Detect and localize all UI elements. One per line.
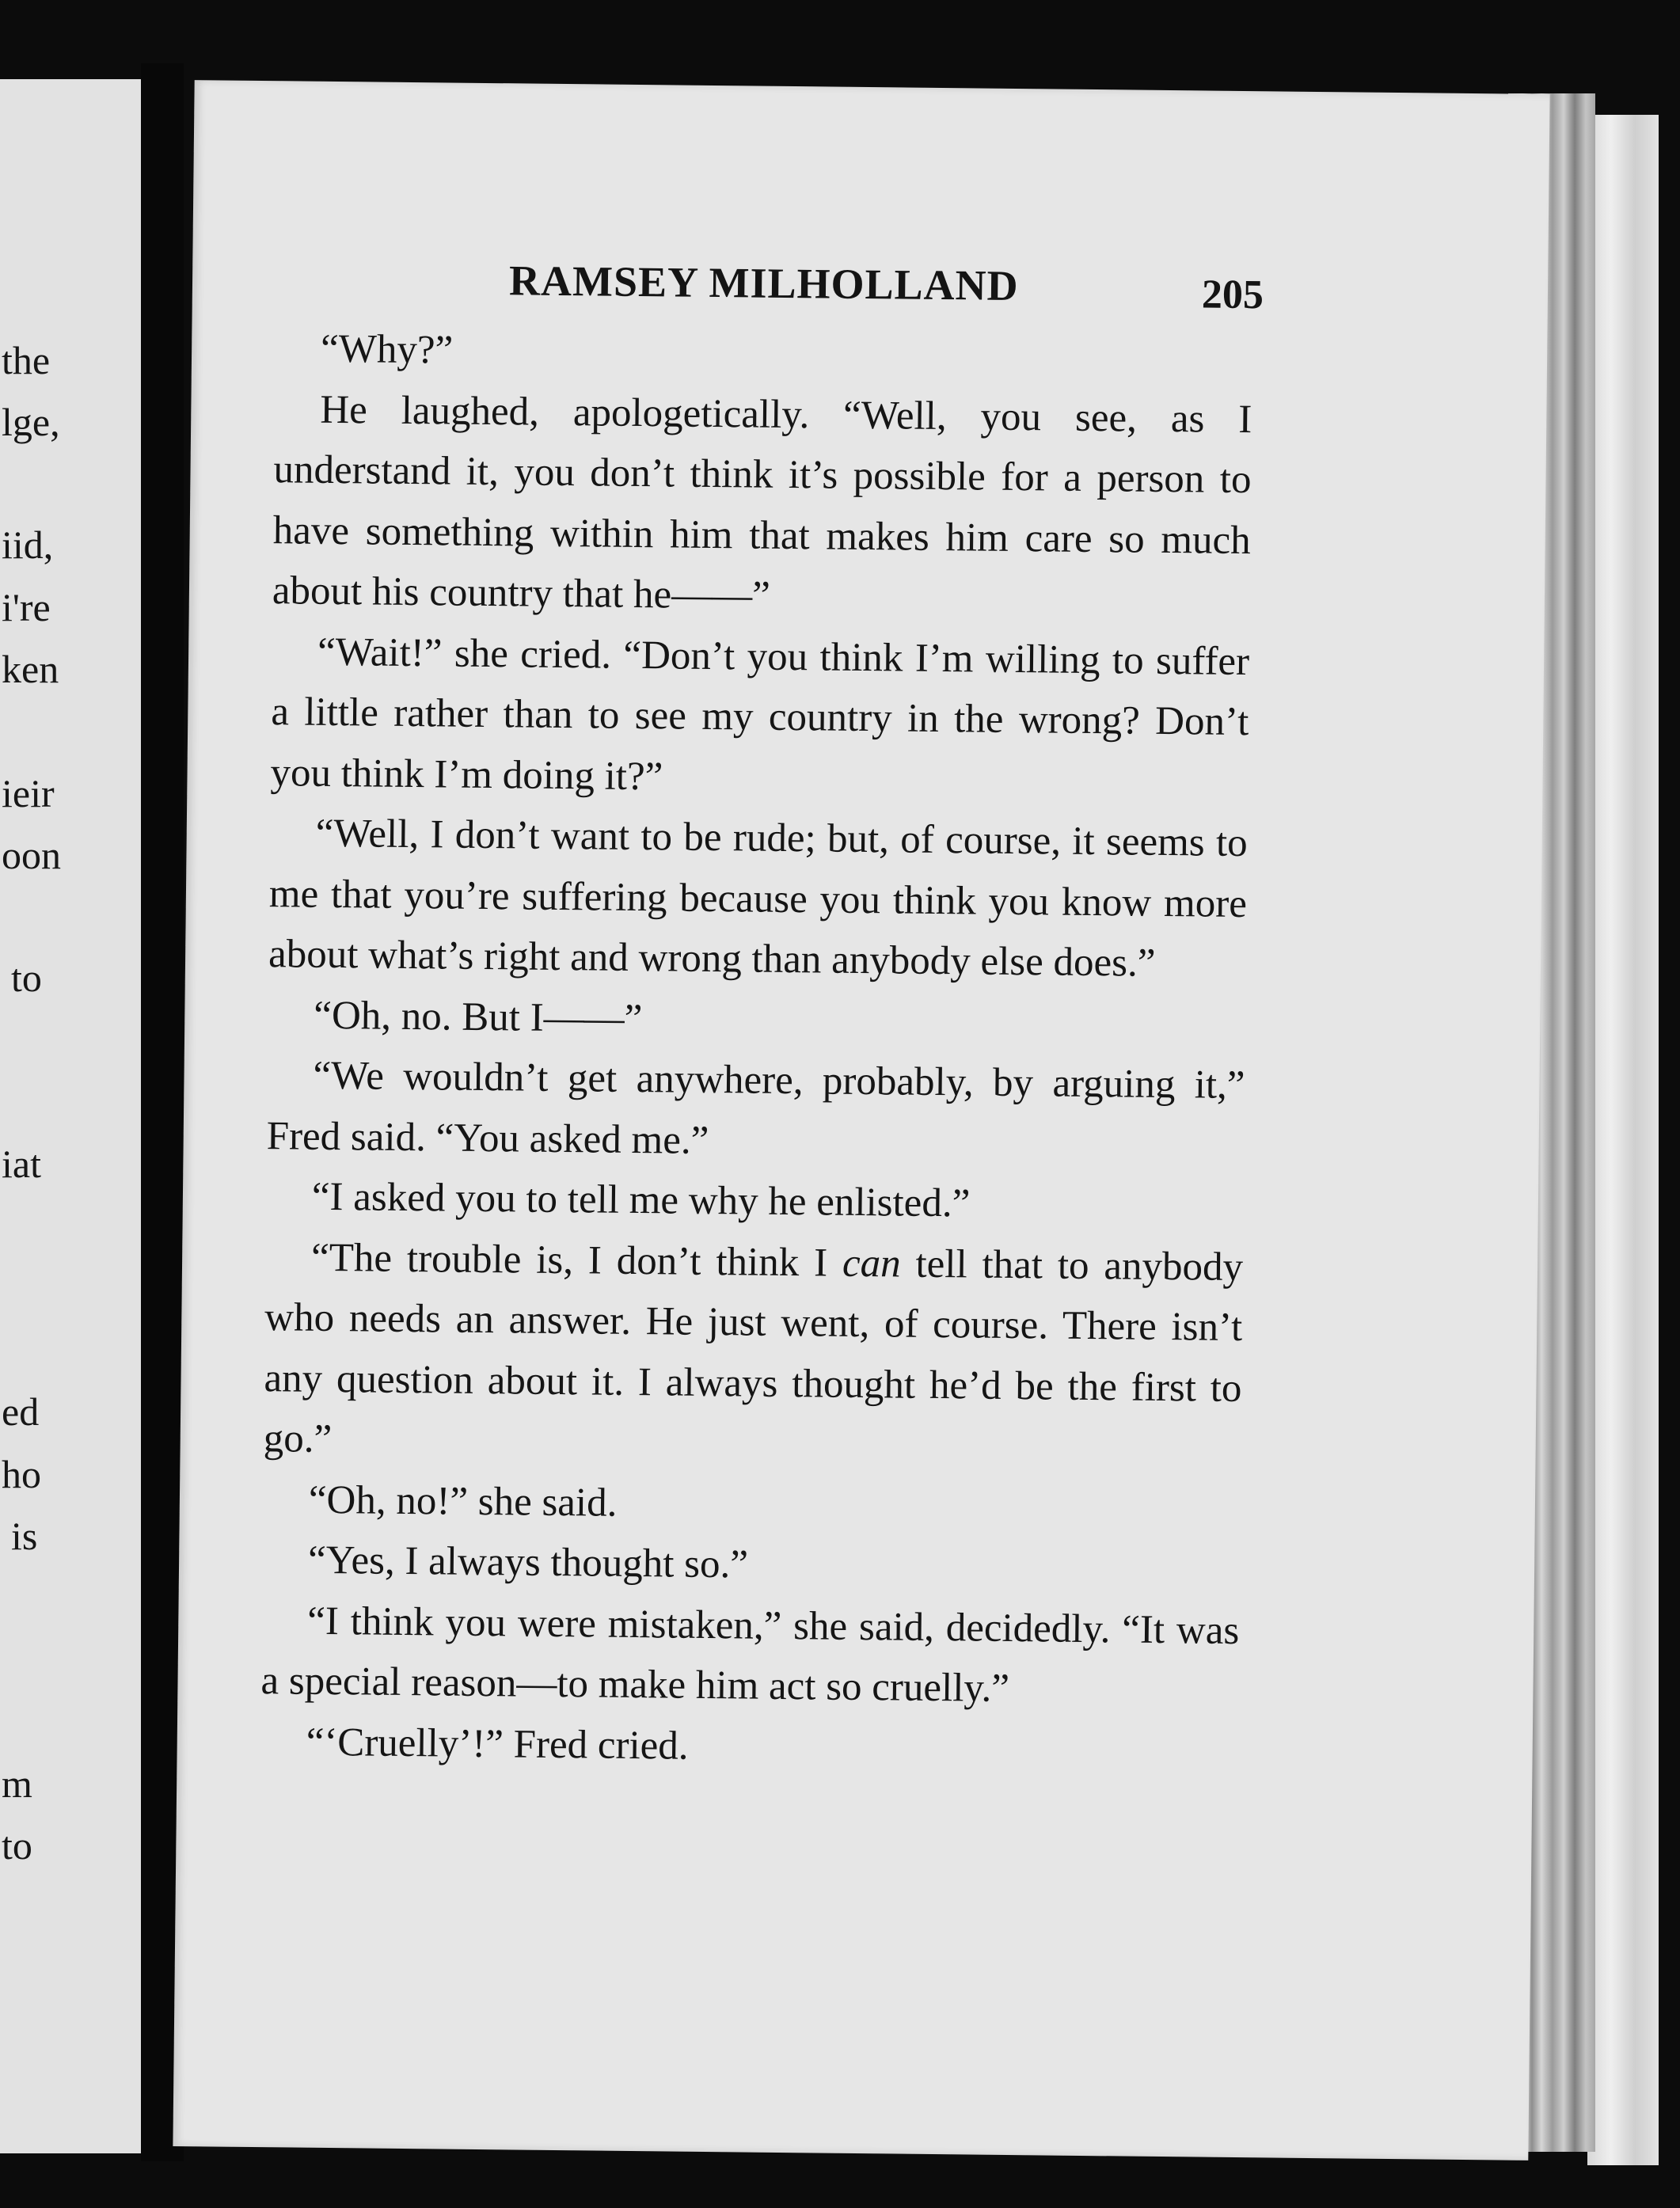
- paragraph: “We wouldn’t get anywhere, probably, by arguing it,” Fred said. “You asked me.”: [266, 1053, 1245, 1163]
- left-page-fragment: is: [11, 1514, 38, 1558]
- left-page-fragment: lge,: [2, 400, 60, 444]
- running-header: [192, 253, 1549, 322]
- left-page-fragment: iid,: [2, 523, 54, 567]
- left-page-fragment: ed: [2, 1389, 40, 1434]
- emphasized-word: can: [842, 1241, 901, 1286]
- left-page-fragment: ieir: [2, 771, 55, 815]
- body-text: [260, 318, 1252, 1782]
- left-page-fragment: to: [2, 1823, 32, 1868]
- paragraph-with-emphasis: [263, 1227, 1243, 1480]
- paragraph: “I asked you to tell me why he enlisted.”: [311, 1174, 971, 1226]
- running-title: RAMSEY MILHOLLAND: [508, 257, 1019, 310]
- left-page-fragment: m: [2, 1761, 32, 1806]
- book-page: [173, 80, 1549, 2160]
- left-page-fragment: ken: [2, 647, 59, 691]
- paragraph: “Yes, I always thought so.”: [307, 1537, 749, 1587]
- paragraph: “I think you were mistaken,” she said, decidedly. “It was a special reason—to make him act so cruelly.”: [260, 1598, 1240, 1711]
- paragraph-text: “The trouble is, I don’t think I: [310, 1235, 843, 1286]
- previous-page-edge: [0, 79, 141, 2153]
- paragraph: “Oh, no. But I——”: [314, 993, 643, 1041]
- left-page-fragment: to: [11, 956, 42, 1000]
- paragraph: “Oh, no!” she said.: [308, 1477, 618, 1526]
- page-edges-outer: [1587, 115, 1659, 2165]
- left-page-fragment: oon: [2, 833, 61, 877]
- page-number: 205: [1201, 272, 1264, 318]
- paragraph: “Well, I don’t want to be rude; but, of course, it seems to me that you’re suffering because you think you know more about what’s right and wrong than anybody else does.”: [268, 811, 1248, 986]
- paragraph: “Why?”: [320, 326, 454, 373]
- left-page-fragment: iat: [2, 1142, 41, 1186]
- paragraph-text: tell that to anybody who needs an answer. He just went, of course. There isn’t any question about it. I always thought he’d be the first to go.”: [263, 1241, 1244, 1462]
- paragraph: He laughed, apologetically. “Well, you see, as I understand it, you don’t think it’s possible for a person to have something within him that makes him care so much about his country that he——”: [272, 387, 1252, 618]
- paragraph: “Wait!” she cried. “Don’t you think I’m willing to suffer a little rather than to see my country in the wrong? Don’t you think I’m doing it?”: [270, 629, 1250, 799]
- paragraph: “‘Cruelly’!” Fred cried.: [306, 1720, 689, 1769]
- left-page-fragment: ho: [2, 1452, 41, 1496]
- left-page-fragment: the: [2, 338, 51, 382]
- left-page-fragment: i're: [2, 585, 51, 629]
